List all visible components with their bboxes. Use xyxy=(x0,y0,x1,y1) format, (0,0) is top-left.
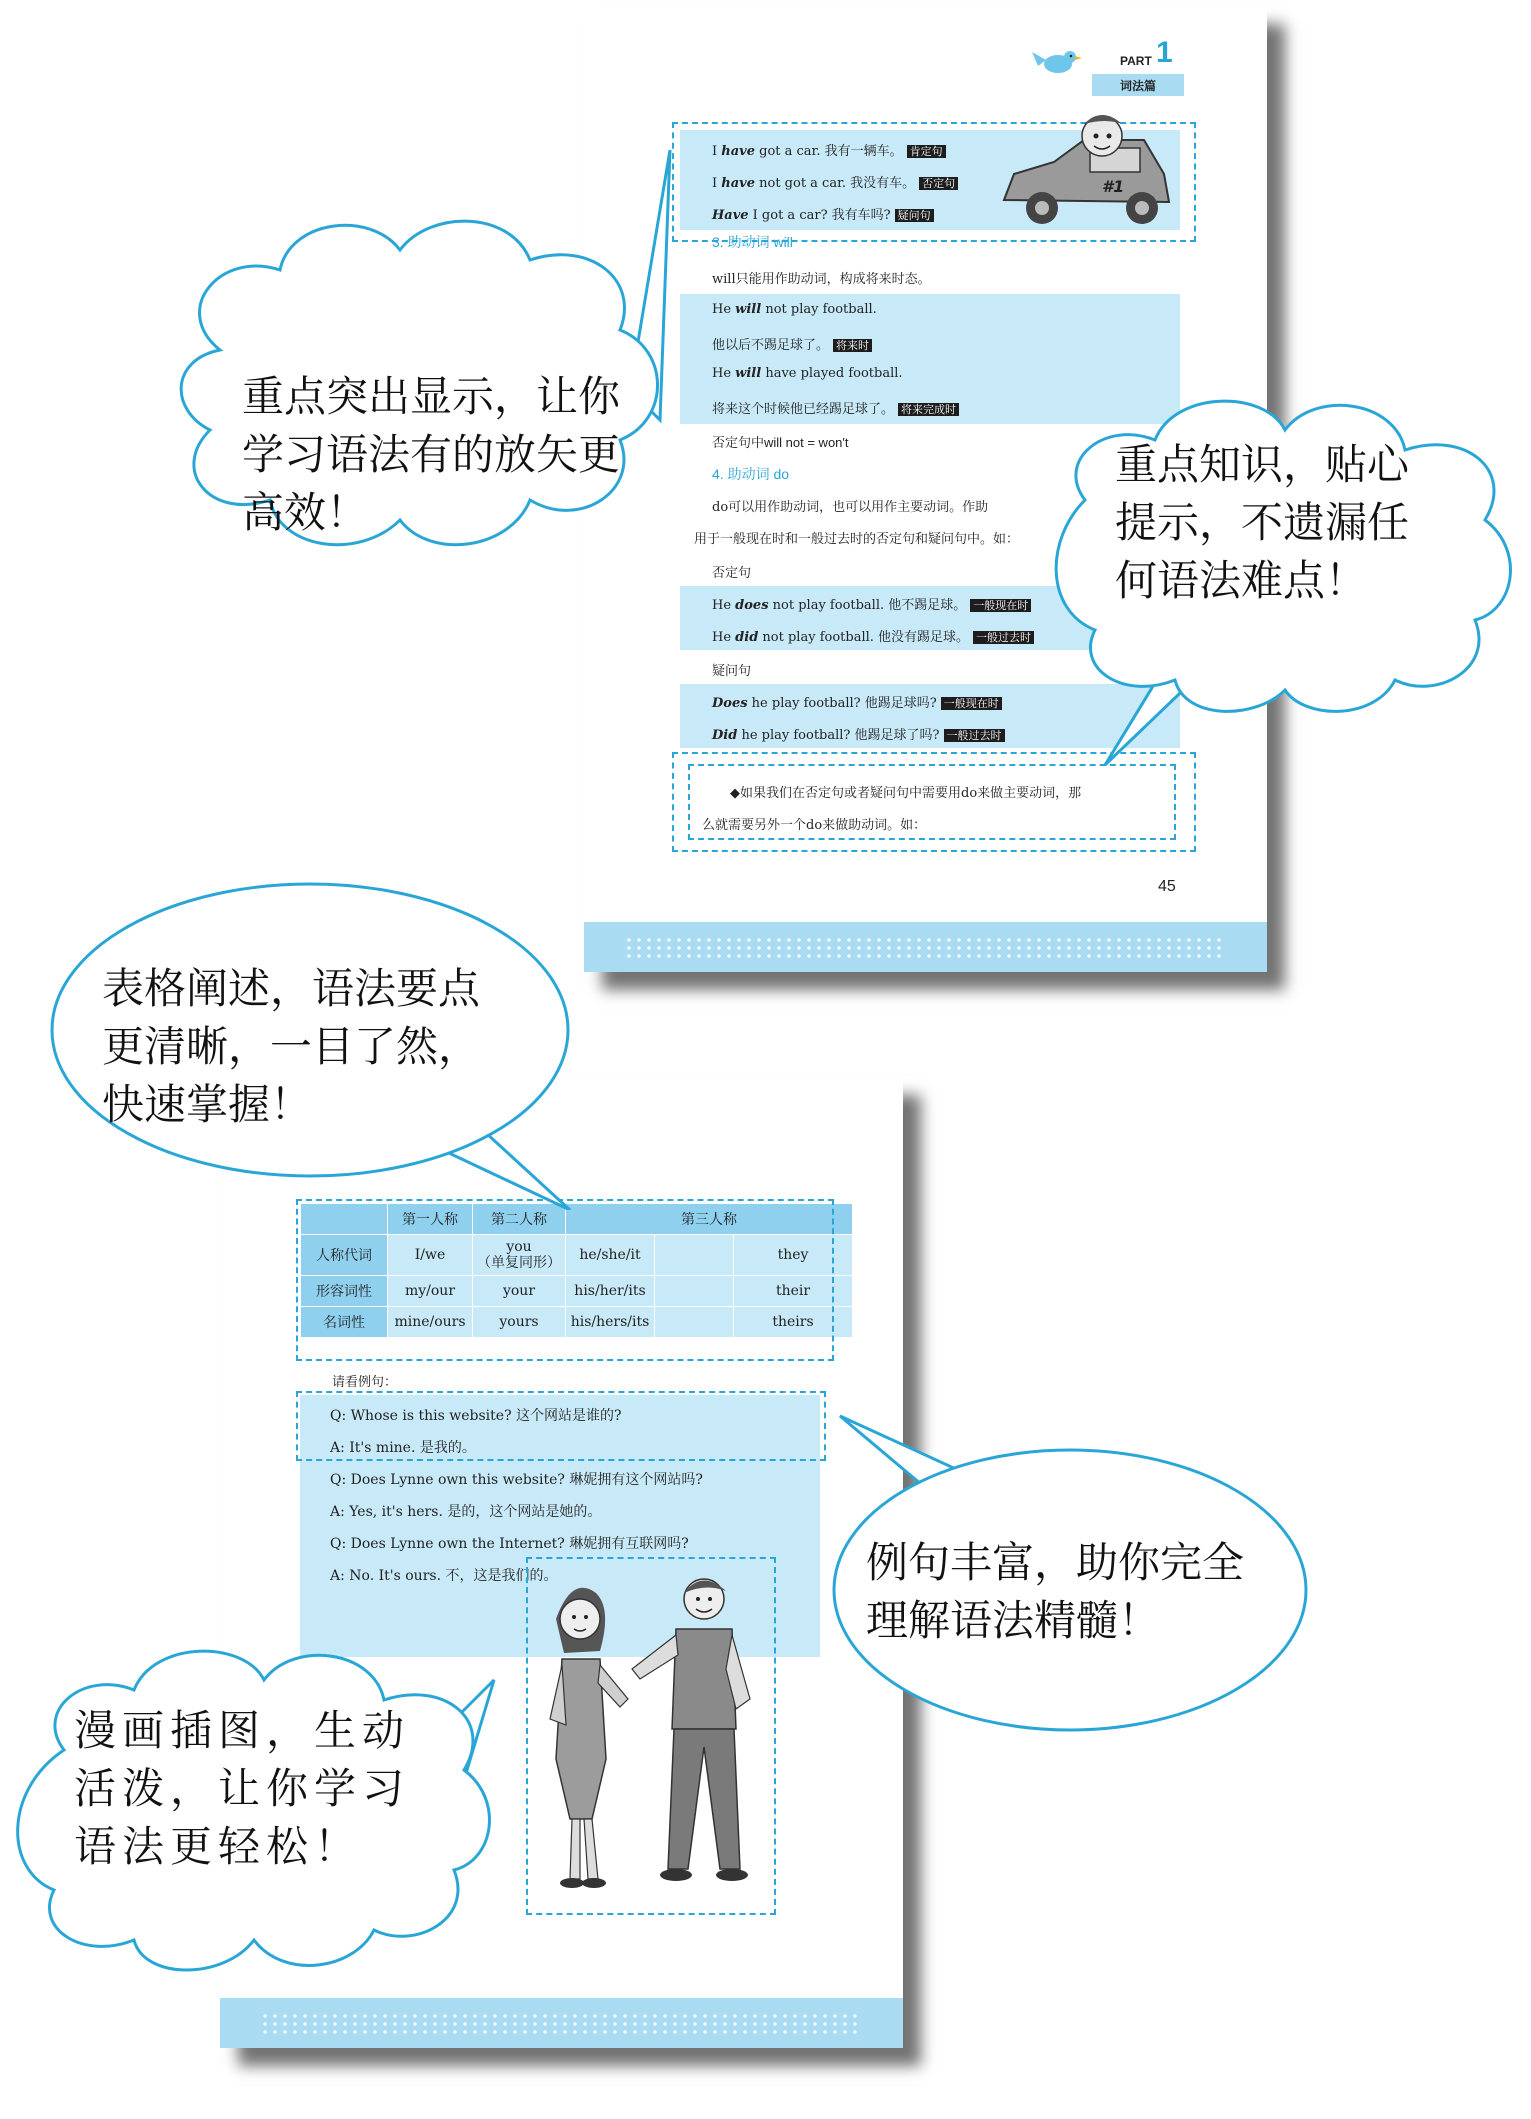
tag-future-perfect: 将来完成时 xyxy=(898,403,959,416)
page-number: 45 xyxy=(1158,878,1176,895)
negative-label: 否定句 xyxy=(712,565,752,580)
car-cartoon-illustration xyxy=(994,114,1174,232)
table-header-second-person: 第二人称 xyxy=(473,1204,566,1235)
people-cartoon-illustration xyxy=(536,1569,762,1901)
callout-table-cloud xyxy=(50,880,590,1210)
table-cell: my/our xyxy=(388,1276,473,1307)
will-line-3: He will have played football. xyxy=(712,366,903,381)
tag-simple-present: 一般现在时 xyxy=(970,599,1031,612)
tip-line-2: 么就需要另外一个do来做助动词。如： xyxy=(702,818,927,833)
footer-dot-pattern xyxy=(624,936,1224,960)
car-badge-text: #1 xyxy=(1102,177,1125,196)
do-intro-1: do可以用作助动词，也可以用作主要动词。作助 xyxy=(712,500,989,515)
callout-illustration-cloud xyxy=(4,1640,524,2000)
callout-examples-cloud xyxy=(820,1410,1320,1740)
question-line-2: Did he play football? 他踢足球了吗? 一般过去时 xyxy=(712,724,1005,743)
do-heading: 4. 助动词 do xyxy=(712,466,790,482)
table-header-first-person: 第一人称 xyxy=(388,1204,473,1235)
row-label: 人称代词 xyxy=(301,1235,388,1276)
row-label: 形容词性 xyxy=(301,1276,388,1307)
page-footer-band xyxy=(220,1998,903,2048)
have-line-1: I have got a car. 我有一辆车。 肯定句 xyxy=(712,140,946,159)
tag-simple-past: 一般过去时 xyxy=(973,631,1034,644)
will-line-1: He will not play football. xyxy=(712,302,877,317)
tag-simple-present: 一般现在时 xyxy=(941,697,1002,710)
highlight-frame-table xyxy=(296,1199,834,1361)
will-line-2: 他以后不踢足球了。 将来时 xyxy=(712,334,872,353)
tag-simple-past: 一般过去时 xyxy=(944,729,1005,742)
part-header xyxy=(1104,36,1234,69)
tip-line-1: ◆如果我们在否定句或者疑问句中需要用do来做主要动词，那 xyxy=(730,786,1082,801)
tag-future: 将来时 xyxy=(833,339,872,352)
have-line-3: Have I got a car? 我有车吗? 疑问句 xyxy=(712,204,934,223)
callout-table-text: 表格阐述，语法要点 更清晰，一目了然， 快速掌握！ xyxy=(102,964,481,1129)
will-intro: will只能用作助动词，构成将来时态。 xyxy=(712,272,931,287)
example-line: A: It's mine. 是我的。 xyxy=(330,1440,476,1456)
highlight-frame-examples xyxy=(296,1391,826,1461)
callout-illustration-text: 漫画插图，生动 活泼，让你学习 语法更轻松！ xyxy=(74,1706,411,1871)
table-cell: they xyxy=(734,1235,853,1276)
part-label: PART xyxy=(1120,54,1152,68)
example-line: Q: Does Lynne own this website? 琳妮拥有这个网站吗? xyxy=(330,1472,703,1488)
example-line: Q: Whose is this website? 这个网站是谁的? xyxy=(330,1408,622,1424)
example-line: Q: Does Lynne own the Internet? 琳妮拥有互联网吗? xyxy=(330,1536,689,1552)
tag-negative: 否定句 xyxy=(919,177,958,190)
table-cell: yours xyxy=(473,1307,566,1338)
table-cell: I/we xyxy=(388,1235,473,1276)
table-cell: their xyxy=(734,1276,853,1307)
table-cell: his/hers/its xyxy=(566,1307,655,1338)
callout-tips-text: 重点知识，贴心 提示，不遗漏任 何语法难点！ xyxy=(1115,440,1410,605)
section-title-tab xyxy=(1092,74,1184,96)
page-footer-band xyxy=(584,922,1267,972)
table-cell: you （单复同形） xyxy=(473,1235,566,1276)
callout-highlight-cloud xyxy=(160,150,710,590)
part-number: 1 xyxy=(1156,36,1173,69)
will-line-4: 将来这个时候他已经踢足球了。 将来完成时 xyxy=(712,398,959,417)
callout-highlight-text: 重点突出显示，让你 学习语法有的放矢更 高效！ xyxy=(242,372,621,537)
tag-affirmative: 肯定句 xyxy=(907,145,946,158)
example-line: A: No. It's ours. 不，这是我们的。 xyxy=(330,1568,558,1584)
table-header-third-person: 第三人称 xyxy=(566,1204,853,1235)
table-cell: his/her/its xyxy=(566,1276,655,1307)
will-heading: 3. 助动词 will xyxy=(712,234,793,250)
do-intro-2: 用于一般现在时和一般过去时的否定句和疑问句中。如： xyxy=(694,532,1020,547)
tag-question: 疑问句 xyxy=(895,209,934,222)
row-label: 名词性 xyxy=(301,1307,388,1338)
callout-tips-cloud xyxy=(1035,380,1531,770)
question-line-1: Does he play football? 他踢足球吗? 一般现在时 xyxy=(712,692,1002,711)
table-cell: mine/ours xyxy=(388,1307,473,1338)
footer-dot-pattern xyxy=(260,2012,860,2036)
negative-line-2: He did not play football. 他没有踢足球。 一般过去时 xyxy=(712,626,1034,645)
question-label: 疑问句 xyxy=(712,663,752,678)
negation-note: 否定句中will not = won't xyxy=(712,435,849,450)
section-title: 词法篇 xyxy=(1120,79,1157,93)
bird-icon xyxy=(1030,44,1082,78)
example-line: A: Yes, it's hers. 是的，这个网站是她的。 xyxy=(330,1504,602,1520)
table-cell: he/she/it xyxy=(566,1235,655,1276)
have-line-2: I have not got a car. 我没有车。 否定句 xyxy=(712,172,958,191)
examples-label: 请看例句： xyxy=(332,1375,398,1390)
table-cell: theirs xyxy=(734,1307,853,1338)
negative-line-1: He does not play football. 他不踢足球。 一般现在时 xyxy=(712,594,1031,613)
callout-examples-text: 例句丰富，助你完全 理解语法精髓！ xyxy=(866,1538,1245,1645)
table-cell: your xyxy=(473,1276,566,1307)
